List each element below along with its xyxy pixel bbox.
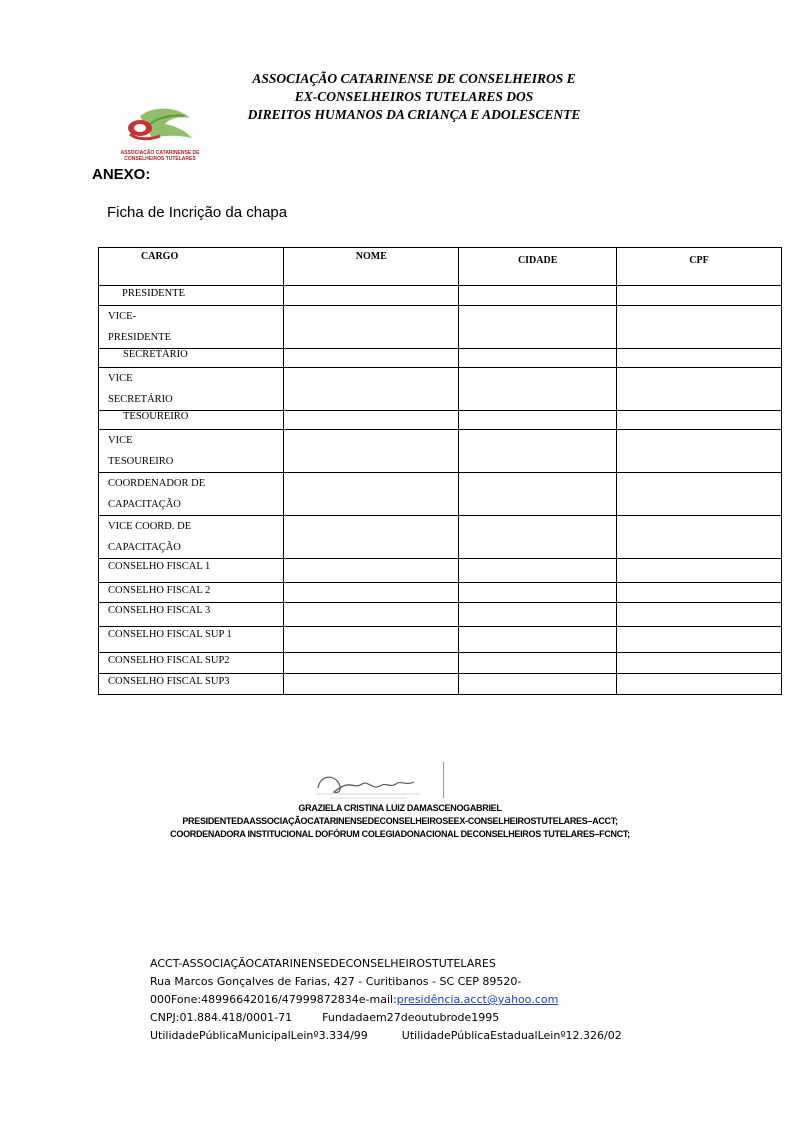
header-line-2: EX-CONSELHEIROS TUTELARES DOS: [294, 89, 534, 104]
logo-caption: [115, 150, 205, 162]
table-row: [99, 306, 782, 349]
table-row: [99, 559, 782, 583]
nome-field[interactable]: [284, 430, 459, 473]
header-line-1: ASSOCIAÇÃO CATARINENSE DE CONSELHEIROS E: [252, 71, 576, 86]
nome-field[interactable]: [284, 368, 459, 411]
cpf-field[interactable]: [617, 306, 782, 349]
nome-field[interactable]: [284, 473, 459, 516]
role-line-1: COORDENADOR DE: [108, 478, 206, 489]
role-cell: [99, 430, 284, 473]
table-row: [99, 368, 782, 411]
cpf-field[interactable]: [617, 627, 782, 653]
cpf-field[interactable]: [617, 368, 782, 411]
cpf-field[interactable]: [617, 583, 782, 603]
table-row: [99, 674, 782, 695]
role-cell: CONSELHO FISCAL SUP2: [99, 653, 284, 674]
table-row: [99, 603, 782, 627]
document-header: [214, 70, 614, 124]
role-cell: [99, 473, 284, 516]
document-footer: [150, 955, 730, 1045]
cidade-field[interactable]: [459, 349, 617, 368]
signer-block: [100, 802, 700, 841]
footer-address: Rua Marcos Gonçalves de Farias, 427 - Curitibanos - SC CEP 89520-: [150, 975, 522, 988]
cpf-field[interactable]: [617, 473, 782, 516]
nome-field[interactable]: [284, 674, 459, 695]
role-line-2: PRESIDENTE: [108, 332, 171, 343]
cpf-field[interactable]: [617, 411, 782, 430]
role-cell: [99, 306, 284, 349]
handwritten-signature-icon: [310, 768, 430, 802]
cidade-field[interactable]: [459, 559, 617, 583]
footer-email-link[interactable]: presidência.acct@yahoo.com: [396, 993, 559, 1006]
cidade-field[interactable]: [459, 516, 617, 559]
role-line-1: VICE-: [108, 311, 136, 322]
cpf-field[interactable]: [617, 286, 782, 306]
role-cell: CONSELHO FISCAL SUP3: [99, 674, 284, 695]
cidade-field[interactable]: [459, 653, 617, 674]
table-row: [99, 430, 782, 473]
role-cell: SECRETÁRIO: [99, 349, 284, 368]
header-line-3: DIREITOS HUMANOS DA CRIANÇA E ADOLESCENTE: [247, 107, 581, 122]
role-line-2: TESOUREIRO: [108, 456, 174, 467]
nome-field[interactable]: [284, 306, 459, 349]
nome-field[interactable]: [284, 559, 459, 583]
nome-field[interactable]: [284, 583, 459, 603]
header-nome: NOME: [284, 248, 459, 286]
signer-name: GRAZIELA CRISTINA LUIZ DAMASCENOGABRIEL: [298, 803, 502, 813]
footer-org: ACCT-ASSOCIAÇÃOCATARINENSEDECONSELHEIROSTUTELARES: [150, 957, 496, 970]
role-line-1: VICE: [108, 435, 133, 446]
cpf-field[interactable]: [617, 516, 782, 559]
cpf-field[interactable]: [617, 653, 782, 674]
role-line-2: CAPACITAÇÃO: [108, 499, 181, 510]
footer-state: UtilidadePúblicaEstadualLeinº12.326/02: [401, 1029, 622, 1042]
cpf-field[interactable]: [617, 674, 782, 695]
nome-field[interactable]: [284, 653, 459, 674]
role-cell: CONSELHO FISCAL 3: [99, 603, 284, 627]
role-line-2: CAPACITAÇÃO: [108, 542, 181, 553]
signer-title-2: COORDENADORA INSTITUCIONAL DOFÓRUM COLEGIADONACIONAL DECONSELHEIROS TUTELARES–FCNCT;: [170, 829, 630, 839]
nome-field[interactable]: [284, 516, 459, 559]
cidade-field[interactable]: [459, 603, 617, 627]
role-cell: CONSELHO FISCAL SUP 1: [99, 627, 284, 653]
footer-municipal: UtilidadePúblicaMunicipalLeinº3.334/99: [150, 1029, 368, 1042]
annex-label: ANEXO:: [92, 166, 151, 183]
nome-field[interactable]: [284, 627, 459, 653]
footer-founded: Fundadaem27deoutubrode1995: [322, 1011, 500, 1024]
role-line-1: VICE: [108, 373, 133, 384]
header-cidade: CIDADE: [459, 248, 617, 286]
role-line-1: VICE COORD. DE: [108, 521, 192, 532]
role-cell: CONSELHO FISCAL 1: [99, 559, 284, 583]
slate-registration-table: [98, 247, 782, 695]
table-row: [99, 473, 782, 516]
footer-contact: [150, 991, 730, 1009]
table-row: [99, 349, 782, 368]
footer-registration: [150, 1009, 730, 1027]
role-cell: [99, 516, 284, 559]
signature-divider: [443, 762, 444, 798]
cpf-field[interactable]: [617, 559, 782, 583]
nome-field[interactable]: [284, 411, 459, 430]
table-row: [99, 653, 782, 674]
cidade-field[interactable]: [459, 430, 617, 473]
signer-title-1: PRESIDENTEDAASSOCIAÇÃOCATARINENSEDECONSELHEIROSEEX-CONSELHEIROSTUTELARES–ACCT;: [182, 816, 618, 826]
header-cpf: CPF: [617, 248, 782, 286]
table-row: [99, 583, 782, 603]
cidade-field[interactable]: [459, 286, 617, 306]
footer-public-utility: [150, 1027, 730, 1045]
nome-field[interactable]: [284, 286, 459, 306]
role-cell: TESOUREIRO: [99, 411, 284, 430]
cidade-field[interactable]: [459, 368, 617, 411]
table-row: [99, 411, 782, 430]
cidade-field[interactable]: [459, 411, 617, 430]
cpf-field[interactable]: [617, 430, 782, 473]
table-row: [99, 627, 782, 653]
role-cell: [99, 368, 284, 411]
logo-caption-line-2: CONSELHEIROS TUTELARES: [124, 156, 196, 162]
table-row: [99, 516, 782, 559]
cpf-field[interactable]: [617, 349, 782, 368]
cidade-field[interactable]: [459, 674, 617, 695]
form-title: Ficha de Incrição da chapa: [107, 204, 288, 221]
logo-caption-line-1: ASSOCIAÇÃO CATARINENSE DE: [120, 150, 200, 156]
cpf-field[interactable]: [617, 603, 782, 627]
footer-phone: 000Fone:48996642016/47999872834e-mail:: [150, 993, 397, 1006]
cidade-field[interactable]: [459, 306, 617, 349]
footer-cnpj: CNPJ:01.884.418/0001-71: [150, 1011, 293, 1024]
cidade-field[interactable]: [459, 627, 617, 653]
cidade-field[interactable]: [459, 473, 617, 516]
table-row: [99, 286, 782, 306]
nome-field[interactable]: [284, 603, 459, 627]
role-cell: CONSELHO FISCAL 2: [99, 583, 284, 603]
role-cell: PRESIDENTE: [99, 286, 284, 306]
nome-field[interactable]: [284, 349, 459, 368]
cidade-field[interactable]: [459, 583, 617, 603]
role-line-2: SECRETÁRIO: [108, 394, 173, 405]
table-header-row: [99, 248, 782, 286]
header-cargo: CARGO: [99, 248, 284, 286]
